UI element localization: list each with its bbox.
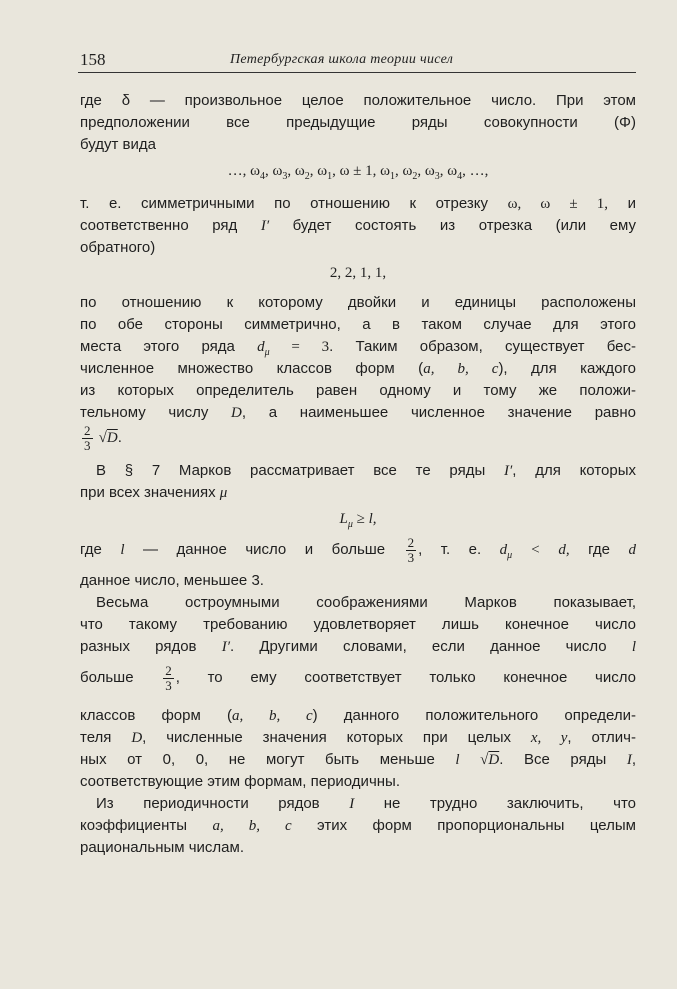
- math-inline: ω, ω ± 1,: [507, 196, 609, 212]
- line-text: т. е. симметричными по отношению к отрезку: [80, 195, 508, 212]
- line-text: соответствующие этим формам, периодичны.: [80, 773, 400, 790]
- formula-part: ω ± 1: [339, 163, 373, 179]
- line-text: , а наименьшее численное значение равно: [241, 404, 636, 421]
- line-text: ,: [631, 751, 636, 768]
- math-inline: D: [131, 730, 143, 746]
- text-line: [80, 815, 636, 837]
- formula-part: ω: [447, 163, 458, 179]
- text-line: [80, 358, 636, 380]
- text-line: [80, 771, 636, 793]
- text-line: [80, 215, 636, 237]
- line-text: где: [80, 541, 121, 558]
- text-line: [80, 193, 636, 215]
- formula-part: ω: [402, 163, 413, 179]
- line-text: . Все ряды: [499, 751, 627, 768]
- fraction-two-thirds: [406, 536, 417, 565]
- sqrt-sign: √: [480, 752, 489, 768]
- line-text: коэффициенты: [80, 817, 213, 834]
- line-text: соответственно ряд: [80, 217, 261, 234]
- fraction-numerator: 2: [84, 422, 91, 438]
- text-line: [80, 482, 636, 504]
- subscript: 4: [259, 171, 265, 182]
- subscript: 3: [434, 171, 440, 182]
- text-line: [80, 380, 636, 402]
- line-text: разных рядов: [80, 638, 222, 655]
- text-line: [80, 420, 636, 456]
- formula-part: ω: [424, 163, 435, 179]
- line-text: из которых определитель равен одному и тому же положи-: [80, 382, 636, 399]
- math-inline: μ: [219, 485, 228, 501]
- line-text: где: [569, 541, 629, 558]
- math-inline: D: [231, 405, 242, 421]
- text-line: [80, 314, 636, 336]
- text-line: [80, 660, 636, 696]
- subscript: 1: [390, 171, 396, 182]
- sqrt-sign: √: [98, 430, 107, 446]
- line-text: будут вида: [80, 136, 156, 153]
- formula-part: ω: [294, 163, 305, 179]
- math-inline: I′: [504, 463, 513, 479]
- header-rule: [78, 72, 636, 73]
- fraction-denominator: 3: [84, 437, 91, 453]
- math-inline: a, b, c: [231, 708, 313, 724]
- math-inline: d: [499, 542, 508, 558]
- subscript: 1: [327, 171, 333, 182]
- text-line: [80, 705, 636, 727]
- formula-part: ω: [317, 163, 328, 179]
- formula-part: L: [339, 511, 348, 527]
- line-text: где δ — произвольное целое положительное число. При этом: [80, 92, 636, 109]
- fraction-denominator: 3: [165, 677, 172, 693]
- sqrt-d: [99, 430, 118, 446]
- math-inline: d: [628, 542, 636, 558]
- radicand: D: [106, 430, 118, 446]
- line-text: обратного): [80, 239, 156, 256]
- fraction-two-thirds: [82, 424, 93, 453]
- text-line: [80, 112, 636, 134]
- line-text: классов форм (: [80, 707, 232, 724]
- fraction-two-thirds: [163, 664, 174, 693]
- math-inline: a, b, c: [423, 361, 499, 377]
- radicand: D: [488, 752, 500, 768]
- line-text: не трудно заключить, что: [354, 795, 636, 812]
- text-line: [80, 749, 636, 771]
- subscript: μ: [507, 550, 513, 561]
- line-text: при всех значениях: [80, 484, 220, 501]
- math-inline: I′: [260, 218, 270, 234]
- page-number: 158: [80, 50, 106, 69]
- line-text: .: [117, 429, 122, 446]
- math-inline: l: [120, 542, 125, 558]
- subscript: 3: [282, 171, 288, 182]
- text-line: [80, 570, 636, 592]
- line-text: , т. е.: [418, 541, 500, 558]
- line-text: данное число, меньшее 3.: [80, 572, 264, 589]
- line-text: , численные значения которых при целых: [142, 729, 531, 746]
- text-line: [80, 532, 636, 568]
- math-inline: l: [455, 752, 460, 768]
- math-inline: < d,: [512, 542, 570, 558]
- text-line: [96, 592, 636, 614]
- formula-part: , …,: [462, 163, 489, 179]
- line-text: Весьма остроумными соображениями Марков показывает,: [96, 594, 636, 611]
- line-text: будет состоять из отрезка (или ему: [269, 217, 636, 234]
- subscript: μ: [264, 347, 270, 358]
- math-inline: I′: [221, 639, 231, 655]
- formula-part: …, ω: [227, 163, 260, 179]
- sqrt-d: [480, 752, 499, 768]
- line-text: и: [608, 195, 636, 212]
- line-text: . Другими словами, если данное число: [230, 638, 632, 655]
- formula-part: ω: [272, 163, 283, 179]
- math-inline: l: [631, 639, 636, 655]
- fraction-numerator: 2: [165, 662, 172, 678]
- subscript: 4: [457, 171, 463, 182]
- line-text: В § 7 Марков рассматривает все те ряды: [96, 462, 505, 479]
- text-line: [96, 793, 636, 815]
- line-text: рациональным числам.: [80, 839, 245, 856]
- subscript: 2: [304, 171, 310, 182]
- math-inline: = 3: [269, 339, 330, 355]
- line-text: ), для каждого: [498, 360, 636, 377]
- line-text: предположении все предыдущие ряды совокупности (Φ): [80, 114, 636, 131]
- text-line: [80, 837, 636, 859]
- page-header: [80, 50, 636, 74]
- text-line: [96, 460, 636, 482]
- line-text: места этого ряда: [80, 338, 258, 355]
- line-text: ) данного положительного определи-: [312, 707, 636, 724]
- line-text: , то ему соответствует только конечное число: [175, 669, 637, 686]
- text-line: [80, 134, 636, 156]
- line-text: ных от 0, 0, не могут быть меньше: [80, 751, 456, 768]
- math-inline: d: [257, 339, 265, 355]
- line-text: , для которых: [512, 462, 636, 479]
- display-formula: [80, 262, 636, 284]
- line-text: , отлич-: [567, 729, 636, 746]
- line-text: этих форм пропорциональны целым: [291, 817, 636, 834]
- line-text: — данное число и больше: [124, 541, 404, 558]
- math-inline: a, b, c: [212, 818, 292, 834]
- fraction-numerator: 2: [407, 534, 415, 550]
- text-line: [80, 727, 636, 749]
- subscript: μ: [347, 519, 353, 530]
- sequence-formula: …, $\omega_4$, $\omega_3$, $\omega_2$, $\omega_1$, ω ± 1, $\omega_1$, $\omega_2$, $\omega_3$, $\omega_4$, …,: [227, 163, 489, 182]
- fraction-denominator: 3: [407, 549, 415, 565]
- math-inline: x, y: [530, 730, 568, 746]
- math-inline: I: [626, 752, 632, 768]
- line-text: по обе стороны симметрично, а в таком случае для этого: [80, 316, 636, 333]
- formula-part: ≥ l,: [352, 511, 377, 527]
- line-text: что такому требованию удовлетворяет лишь конечное число: [80, 616, 636, 633]
- running-title: Петербургская школа теории чисел: [230, 52, 454, 67]
- line-text: по отношению к которому двойки и единицы расположены: [80, 294, 636, 311]
- math-inline: I: [349, 796, 355, 812]
- line-text: . Таким образом, существует бес-: [329, 338, 636, 355]
- text-line: [80, 636, 636, 658]
- line-text: численное множество классов форм (: [80, 360, 424, 377]
- text-line: [80, 237, 636, 259]
- subscript: 2: [412, 171, 418, 182]
- line-text: теля: [80, 729, 132, 746]
- line-text: Из периодичности рядов: [96, 795, 350, 812]
- line-text: больше: [80, 669, 162, 686]
- text-line: [80, 292, 636, 314]
- formula-part: 2, 2, 1, 1,: [329, 265, 387, 281]
- line-text: тельному числу: [80, 404, 232, 421]
- text-line: [80, 614, 636, 636]
- formula-part: ω: [380, 163, 391, 179]
- text-line: [80, 90, 636, 112]
